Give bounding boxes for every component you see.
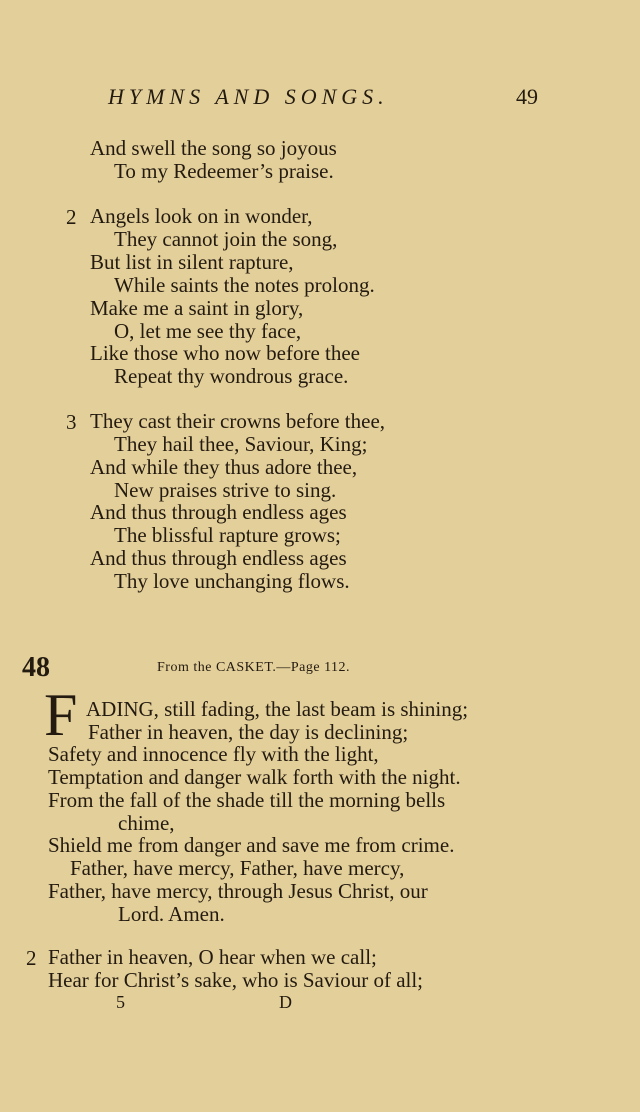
verse-line: And swell the song so joyous (90, 136, 337, 160)
verse-line: Angels look on in wonder, (90, 204, 313, 228)
verse-line: They cast their crowns before thee, (90, 409, 386, 433)
hymn-number: 48 (22, 652, 50, 683)
verse-line: And thus through endless ages (90, 546, 347, 570)
verse-line: Thy love unchanging flows. (114, 569, 350, 593)
verse-line: And while they thus adore thee, (90, 455, 358, 479)
verse-line: Father in heaven, the day is declining; (88, 720, 409, 744)
verse-line: Repeat thy wondrous grace. (114, 364, 349, 388)
verse-line: Shield me from danger and save me from crime. (48, 833, 455, 857)
verse-number: 3 (66, 410, 77, 434)
running-head: HYMNS AND SONGS. (108, 84, 389, 109)
verse-line: They cannot join the song, (114, 227, 338, 251)
verse-line: ADING, still fading, the last beam is shining; (86, 697, 469, 721)
verse-number: 2 (66, 205, 77, 229)
verse-line: The blissful rapture grows; (114, 523, 341, 547)
verse-line: chime, (118, 811, 175, 835)
verse-line: Make me a saint in glory, (90, 296, 304, 320)
verse-number: 2 (26, 946, 37, 970)
verse-line: But list in silent rapture, (90, 250, 294, 274)
verse-line: Temptation and danger walk forth with the night. (48, 765, 461, 789)
verse-line: Lord. Amen. (118, 902, 225, 926)
verse-line: Like those who now before thee (90, 341, 360, 365)
hymn-source: From the CASKET.—Page 112. (157, 660, 351, 675)
verse-line: They hail thee, Saviour, King; (114, 432, 368, 456)
signature-number: 5 (116, 992, 125, 1012)
verse-line: Father, have mercy, Father, have mercy, (70, 856, 405, 880)
verse-line: Safety and innocence fly with the light, (48, 742, 379, 766)
verse-line: O, let me see thy face, (114, 319, 302, 343)
verse-line: Father, have mercy, through Jesus Christ, our (48, 879, 428, 903)
verse-line: Hear for Christ’s sake, who is Saviour of all; (48, 968, 424, 992)
verse-line: To my Redeemer’s praise. (114, 159, 334, 183)
signature-letter: D (279, 992, 292, 1012)
drop-cap: F (44, 682, 78, 748)
verse-line: New praises strive to sing. (114, 478, 337, 502)
verse-line: While saints the notes prolong. (114, 273, 375, 297)
verse-line: Father in heaven, O hear when we call; (48, 945, 377, 969)
verse-line: From the fall of the shade till the morning bells (48, 788, 446, 812)
page-number: 49 (516, 84, 538, 109)
verse-line: And thus through endless ages (90, 500, 347, 524)
